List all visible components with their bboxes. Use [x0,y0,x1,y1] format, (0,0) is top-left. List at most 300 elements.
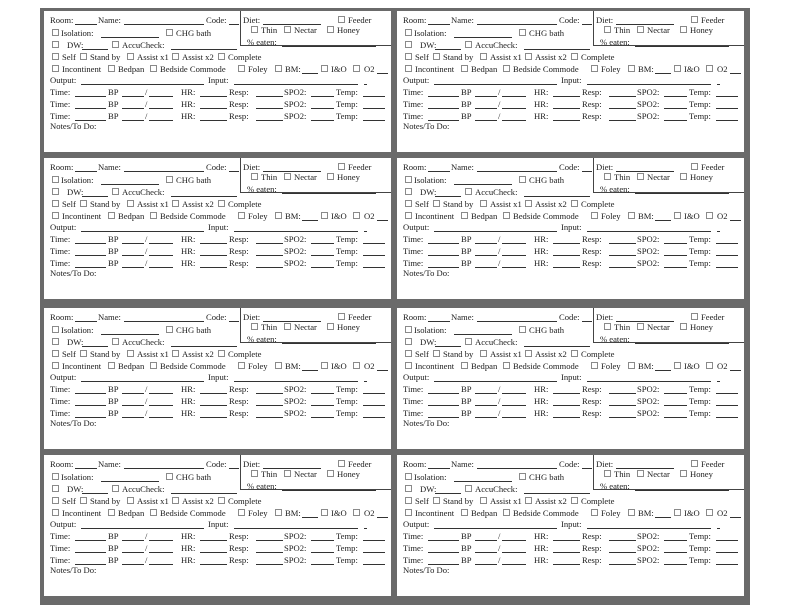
bedpan-checkbox[interactable] [461,362,468,369]
complete-checkbox[interactable] [571,497,578,504]
bedpan-checkbox[interactable] [108,509,115,516]
time-field[interactable] [75,243,106,244]
honey-checkbox[interactable] [680,173,687,180]
bedpan-checkbox[interactable] [461,65,468,72]
isolation-checkbox[interactable] [52,473,59,480]
accucheck-checkbox[interactable] [465,188,472,195]
bp-diastolic-field[interactable] [149,267,173,268]
input-field-end[interactable] [717,231,720,232]
input-field[interactable] [234,528,358,529]
assist-x2-checkbox[interactable] [525,200,532,207]
input-field[interactable] [234,84,358,85]
name-field[interactable] [124,24,204,25]
o2-checkbox[interactable] [706,65,713,72]
code-field[interactable] [229,171,239,172]
input-field[interactable] [587,381,711,382]
hr-field[interactable] [200,96,227,97]
name-field[interactable] [477,468,557,469]
o2-field[interactable] [730,517,741,518]
bp-systolic-field[interactable] [475,267,497,268]
accucheck-field[interactable] [524,346,590,347]
i-and-o-checkbox[interactable] [321,65,328,72]
bm-field[interactable] [302,73,318,74]
name-field[interactable] [124,468,204,469]
foley-checkbox[interactable] [591,362,598,369]
temp-field[interactable] [716,552,738,553]
feeder-checkbox[interactable] [338,460,345,467]
thin-checkbox[interactable] [604,470,611,477]
output-field[interactable] [81,528,204,529]
bedside-commode-checkbox[interactable] [503,509,510,516]
self-checkbox[interactable] [52,53,59,60]
complete-checkbox[interactable] [218,53,225,60]
temp-field[interactable] [716,108,738,109]
stand-by-checkbox[interactable] [80,350,87,357]
self-checkbox[interactable] [52,350,59,357]
dw-field[interactable] [435,49,461,50]
dw-checkbox[interactable] [52,41,59,48]
bp-diastolic-field[interactable] [149,564,173,565]
bp-systolic-field[interactable] [122,540,144,541]
bp-systolic-field[interactable] [475,393,497,394]
temp-field[interactable] [363,108,385,109]
percent-eaten-field[interactable] [635,343,729,344]
name-field[interactable] [477,321,557,322]
spo2-field[interactable] [311,120,334,121]
stand-by-checkbox[interactable] [80,53,87,60]
honey-checkbox[interactable] [680,470,687,477]
hr-field[interactable] [200,255,227,256]
spo2-field[interactable] [311,96,334,97]
spo2-field[interactable] [664,393,687,394]
spo2-field[interactable] [664,96,687,97]
foley-checkbox[interactable] [238,212,245,219]
bp-diastolic-field[interactable] [149,405,173,406]
hr-field[interactable] [200,552,227,553]
isolation-field[interactable] [101,37,159,38]
accucheck-field[interactable] [524,49,590,50]
assist-x2-checkbox[interactable] [525,53,532,60]
stand-by-checkbox[interactable] [80,497,87,504]
incontinent-checkbox[interactable] [405,509,412,516]
spo2-field[interactable] [311,405,334,406]
temp-field[interactable] [363,96,385,97]
bp-systolic-field[interactable] [122,405,144,406]
resp-field[interactable] [256,405,283,406]
percent-eaten-field[interactable] [635,46,729,47]
nectar-checkbox[interactable] [284,173,291,180]
hr-field[interactable] [200,243,227,244]
o2-field[interactable] [377,370,388,371]
bedpan-checkbox[interactable] [461,212,468,219]
bp-systolic-field[interactable] [475,552,497,553]
bp-systolic-field[interactable] [475,564,497,565]
dw-field[interactable] [82,493,108,494]
output-field[interactable] [81,381,204,382]
stand-by-checkbox[interactable] [80,200,87,207]
resp-field[interactable] [609,540,636,541]
temp-field[interactable] [363,255,385,256]
bp-diastolic-field[interactable] [149,417,173,418]
hr-field[interactable] [200,108,227,109]
bp-diastolic-field[interactable] [149,120,173,121]
dw-field[interactable] [435,346,461,347]
hr-field[interactable] [553,564,580,565]
bp-systolic-field[interactable] [475,108,497,109]
hr-field[interactable] [553,108,580,109]
input-field-end[interactable] [717,381,720,382]
bp-systolic-field[interactable] [122,417,144,418]
time-field[interactable] [75,96,106,97]
percent-eaten-field[interactable] [282,343,376,344]
resp-field[interactable] [256,417,283,418]
name-field[interactable] [477,171,557,172]
i-and-o-checkbox[interactable] [674,362,681,369]
resp-field[interactable] [256,393,283,394]
resp-field[interactable] [609,405,636,406]
o2-field[interactable] [730,220,741,221]
spo2-field[interactable] [664,267,687,268]
room-field[interactable] [75,24,97,25]
time-field[interactable] [428,405,459,406]
time-field[interactable] [428,255,459,256]
accucheck-checkbox[interactable] [465,41,472,48]
percent-eaten-field[interactable] [635,193,729,194]
resp-field[interactable] [609,417,636,418]
resp-field[interactable] [256,564,283,565]
input-field-end[interactable] [364,381,367,382]
temp-field[interactable] [363,267,385,268]
bp-diastolic-field[interactable] [502,393,526,394]
bp-systolic-field[interactable] [122,267,144,268]
spo2-field[interactable] [311,108,334,109]
temp-field[interactable] [363,552,385,553]
bp-diastolic-field[interactable] [502,540,526,541]
bedpan-checkbox[interactable] [461,509,468,516]
output-field[interactable] [434,84,557,85]
incontinent-checkbox[interactable] [52,65,59,72]
assist-x1-checkbox[interactable] [480,497,487,504]
foley-checkbox[interactable] [238,362,245,369]
bm-field[interactable] [655,73,671,74]
temp-field[interactable] [716,540,738,541]
input-field[interactable] [587,84,711,85]
spo2-field[interactable] [311,255,334,256]
name-field[interactable] [477,24,557,25]
bp-diastolic-field[interactable] [502,405,526,406]
assist-x2-checkbox[interactable] [172,497,179,504]
bp-diastolic-field[interactable] [502,267,526,268]
resp-field[interactable] [609,267,636,268]
feeder-checkbox[interactable] [691,460,698,467]
bp-diastolic-field[interactable] [502,417,526,418]
temp-field[interactable] [716,120,738,121]
o2-field[interactable] [730,370,741,371]
name-field[interactable] [124,321,204,322]
dw-checkbox[interactable] [52,188,59,195]
temp-field[interactable] [363,243,385,244]
temp-field[interactable] [363,405,385,406]
dw-field[interactable] [82,346,108,347]
spo2-field[interactable] [311,243,334,244]
hr-field[interactable] [553,120,580,121]
name-field[interactable] [124,171,204,172]
feeder-checkbox[interactable] [691,313,698,320]
spo2-field[interactable] [664,417,687,418]
accucheck-field[interactable] [171,49,237,50]
resp-field[interactable] [256,540,283,541]
assist-x1-checkbox[interactable] [127,497,134,504]
hr-field[interactable] [553,393,580,394]
code-field[interactable] [229,321,239,322]
o2-checkbox[interactable] [353,509,360,516]
bp-systolic-field[interactable] [475,96,497,97]
dw-field[interactable] [82,49,108,50]
temp-field[interactable] [363,393,385,394]
assist-x2-checkbox[interactable] [525,350,532,357]
code-field[interactable] [229,468,239,469]
assist-x1-checkbox[interactable] [127,200,134,207]
assist-x1-checkbox[interactable] [127,53,134,60]
spo2-field[interactable] [664,255,687,256]
bp-systolic-field[interactable] [122,243,144,244]
accucheck-checkbox[interactable] [112,338,119,345]
chg-bath-checkbox[interactable] [519,326,526,333]
incontinent-checkbox[interactable] [52,509,59,516]
feeder-checkbox[interactable] [338,16,345,23]
bedpan-checkbox[interactable] [108,65,115,72]
bp-diastolic-field[interactable] [502,243,526,244]
bm-field[interactable] [655,517,671,518]
resp-field[interactable] [609,552,636,553]
accucheck-checkbox[interactable] [112,188,119,195]
temp-field[interactable] [716,405,738,406]
temp-field[interactable] [716,393,738,394]
bedside-commode-checkbox[interactable] [150,65,157,72]
bp-diastolic-field[interactable] [502,255,526,256]
feeder-checkbox[interactable] [338,163,345,170]
honey-checkbox[interactable] [680,323,687,330]
input-field-end[interactable] [364,231,367,232]
resp-field[interactable] [256,267,283,268]
bm-field[interactable] [655,370,671,371]
assist-x2-checkbox[interactable] [172,200,179,207]
time-field[interactable] [428,108,459,109]
o2-checkbox[interactable] [706,509,713,516]
percent-eaten-field[interactable] [635,490,729,491]
bp-diastolic-field[interactable] [502,96,526,97]
thin-checkbox[interactable] [251,26,258,33]
hr-field[interactable] [553,417,580,418]
incontinent-checkbox[interactable] [52,212,59,219]
dw-checkbox[interactable] [405,338,412,345]
foley-checkbox[interactable] [591,212,598,219]
hr-field[interactable] [200,564,227,565]
hr-field[interactable] [200,393,227,394]
temp-field[interactable] [716,96,738,97]
bm-checkbox[interactable] [275,362,282,369]
feeder-checkbox[interactable] [338,313,345,320]
thin-checkbox[interactable] [251,323,258,330]
foley-checkbox[interactable] [238,65,245,72]
bedside-commode-checkbox[interactable] [150,212,157,219]
i-and-o-checkbox[interactable] [321,362,328,369]
dw-checkbox[interactable] [405,485,412,492]
room-field[interactable] [75,468,97,469]
honey-checkbox[interactable] [327,173,334,180]
bedside-commode-checkbox[interactable] [503,362,510,369]
bm-field[interactable] [302,517,318,518]
bp-diastolic-field[interactable] [502,564,526,565]
o2-field[interactable] [377,220,388,221]
self-checkbox[interactable] [405,497,412,504]
isolation-checkbox[interactable] [405,176,412,183]
foley-checkbox[interactable] [591,509,598,516]
temp-field[interactable] [363,417,385,418]
bp-systolic-field[interactable] [122,255,144,256]
accucheck-field[interactable] [524,196,590,197]
isolation-checkbox[interactable] [405,473,412,480]
thin-checkbox[interactable] [251,470,258,477]
spo2-field[interactable] [664,405,687,406]
time-field[interactable] [75,540,106,541]
time-field[interactable] [428,96,459,97]
hr-field[interactable] [200,267,227,268]
honey-checkbox[interactable] [327,323,334,330]
hr-field[interactable] [200,417,227,418]
assist-x2-checkbox[interactable] [172,53,179,60]
resp-field[interactable] [609,255,636,256]
input-field-end[interactable] [717,84,720,85]
o2-checkbox[interactable] [353,65,360,72]
resp-field[interactable] [609,96,636,97]
bp-diastolic-field[interactable] [502,120,526,121]
hr-field[interactable] [553,405,580,406]
bm-field[interactable] [655,220,671,221]
bp-systolic-field[interactable] [122,393,144,394]
resp-field[interactable] [609,108,636,109]
self-checkbox[interactable] [52,497,59,504]
resp-field[interactable] [256,255,283,256]
isolation-field[interactable] [454,184,512,185]
isolation-checkbox[interactable] [405,326,412,333]
bp-systolic-field[interactable] [475,120,497,121]
bp-systolic-field[interactable] [122,564,144,565]
o2-checkbox[interactable] [353,212,360,219]
bp-diastolic-field[interactable] [149,540,173,541]
accucheck-checkbox[interactable] [465,338,472,345]
code-field[interactable] [582,24,592,25]
o2-checkbox[interactable] [706,212,713,219]
assist-x1-checkbox[interactable] [480,200,487,207]
bp-diastolic-field[interactable] [149,96,173,97]
assist-x2-checkbox[interactable] [172,350,179,357]
o2-checkbox[interactable] [353,362,360,369]
output-field[interactable] [81,231,204,232]
output-field[interactable] [434,381,557,382]
self-checkbox[interactable] [405,350,412,357]
isolation-checkbox[interactable] [52,326,59,333]
foley-checkbox[interactable] [591,65,598,72]
spo2-field[interactable] [664,108,687,109]
nectar-checkbox[interactable] [637,470,644,477]
accucheck-field[interactable] [524,493,590,494]
resp-field[interactable] [256,552,283,553]
i-and-o-checkbox[interactable] [321,212,328,219]
chg-bath-checkbox[interactable] [519,29,526,36]
dw-field[interactable] [82,196,108,197]
time-field[interactable] [428,552,459,553]
input-field[interactable] [587,231,711,232]
hr-field[interactable] [553,243,580,244]
bedpan-checkbox[interactable] [108,362,115,369]
hr-field[interactable] [553,540,580,541]
bedside-commode-checkbox[interactable] [150,362,157,369]
bp-diastolic-field[interactable] [149,108,173,109]
chg-bath-checkbox[interactable] [166,326,173,333]
room-field[interactable] [75,171,97,172]
bm-checkbox[interactable] [628,65,635,72]
incontinent-checkbox[interactable] [52,362,59,369]
code-field[interactable] [582,468,592,469]
o2-field[interactable] [377,73,388,74]
isolation-field[interactable] [454,481,512,482]
output-field[interactable] [434,231,557,232]
bp-systolic-field[interactable] [475,255,497,256]
complete-checkbox[interactable] [571,200,578,207]
assist-x1-checkbox[interactable] [480,53,487,60]
self-checkbox[interactable] [52,200,59,207]
dw-checkbox[interactable] [405,41,412,48]
percent-eaten-field[interactable] [282,193,376,194]
percent-eaten-field[interactable] [282,46,376,47]
time-field[interactable] [75,405,106,406]
dw-field[interactable] [435,196,461,197]
accucheck-field[interactable] [171,493,237,494]
bp-systolic-field[interactable] [122,552,144,553]
stand-by-checkbox[interactable] [433,53,440,60]
complete-checkbox[interactable] [571,53,578,60]
incontinent-checkbox[interactable] [405,212,412,219]
temp-field[interactable] [716,267,738,268]
time-field[interactable] [428,243,459,244]
accucheck-field[interactable] [171,196,237,197]
chg-bath-checkbox[interactable] [166,176,173,183]
isolation-checkbox[interactable] [52,29,59,36]
time-field[interactable] [428,540,459,541]
honey-checkbox[interactable] [680,26,687,33]
resp-field[interactable] [256,120,283,121]
temp-field[interactable] [363,120,385,121]
bm-checkbox[interactable] [628,362,635,369]
foley-checkbox[interactable] [238,509,245,516]
nectar-checkbox[interactable] [284,26,291,33]
room-field[interactable] [75,321,97,322]
bp-diastolic-field[interactable] [149,552,173,553]
nectar-checkbox[interactable] [284,470,291,477]
incontinent-checkbox[interactable] [405,362,412,369]
temp-field[interactable] [716,564,738,565]
time-field[interactable] [75,552,106,553]
bp-systolic-field[interactable] [475,540,497,541]
thin-checkbox[interactable] [251,173,258,180]
bp-systolic-field[interactable] [122,120,144,121]
i-and-o-checkbox[interactable] [674,509,681,516]
honey-checkbox[interactable] [327,26,334,33]
isolation-field[interactable] [101,334,159,335]
dw-checkbox[interactable] [52,338,59,345]
percent-eaten-field[interactable] [282,490,376,491]
